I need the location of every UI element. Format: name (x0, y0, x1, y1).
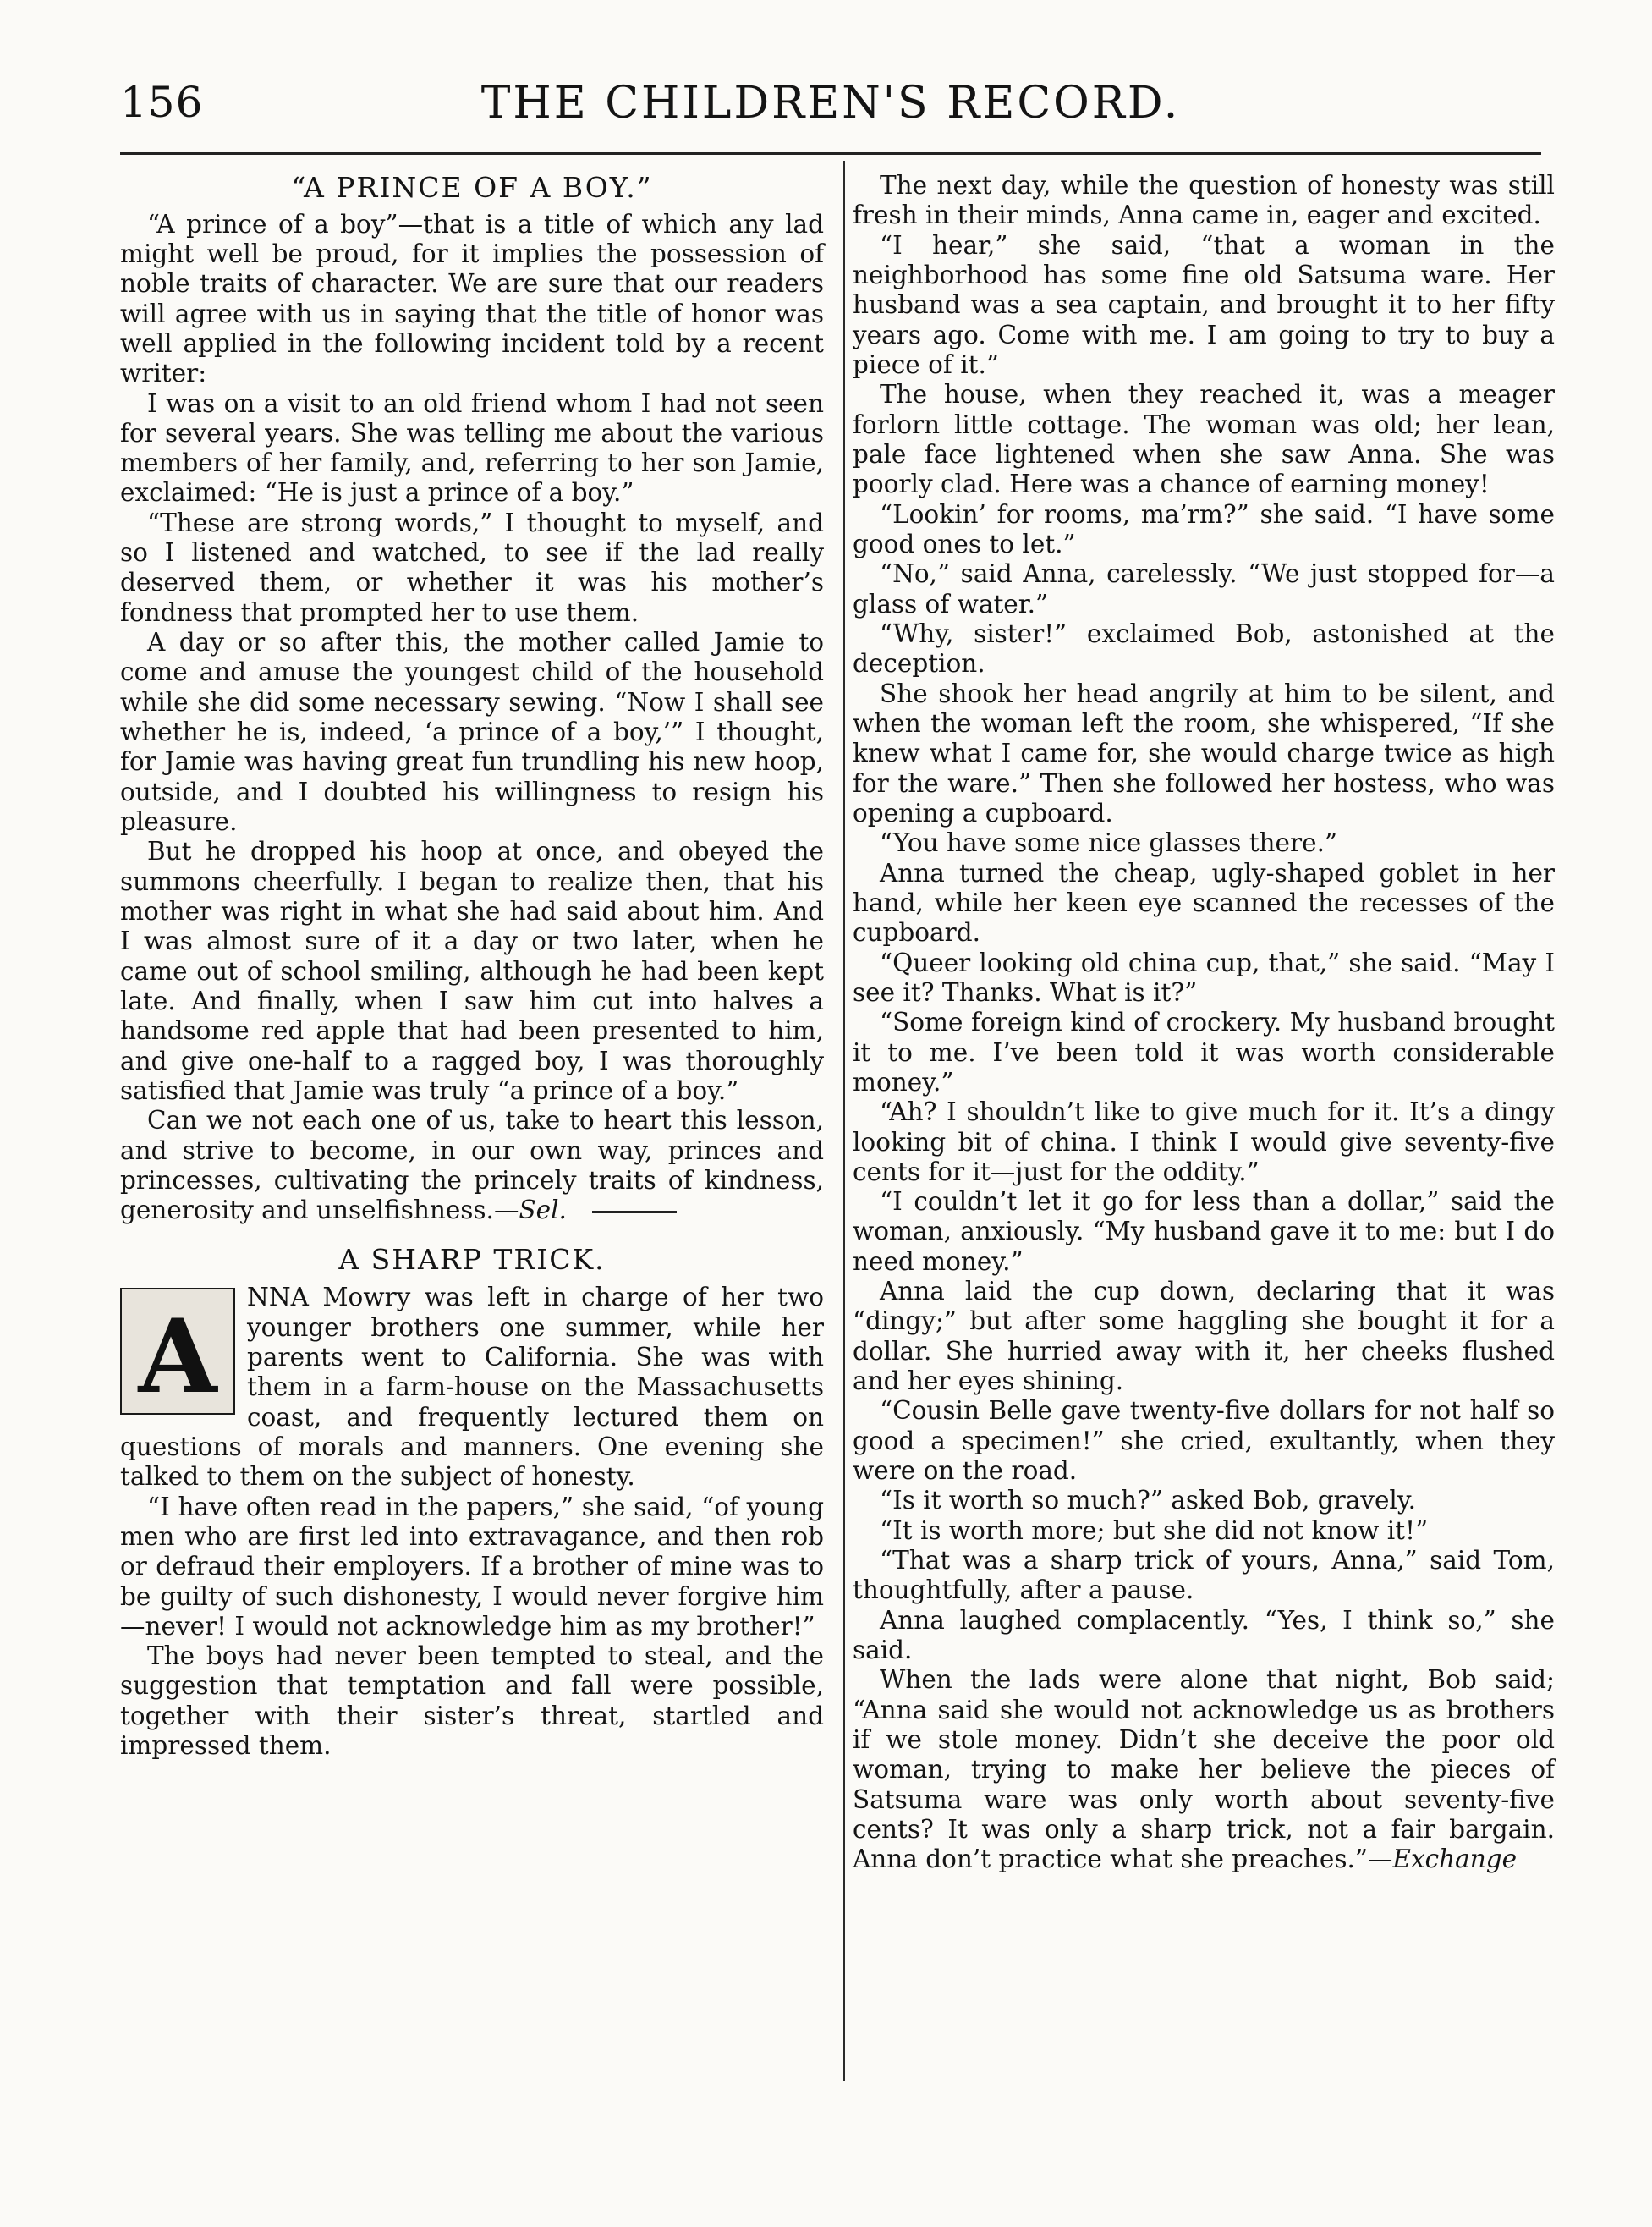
page-number: 156 (120, 78, 204, 127)
opening-paragraph (120, 1283, 824, 1492)
dropcap-letter: A (138, 1297, 217, 1411)
source-credit: Exchange (1392, 1845, 1518, 1874)
paragraph: “Why, sister!” exclaimed Bob, astonished at the deception. (853, 619, 1555, 679)
paragraph: “Is it worth so much?” asked Bob, gravely. (880, 1486, 1416, 1515)
paragraph: “A prince of a boy”—that is a title of which any lad might well be proud, for it implies the possession of noble traits of character. We are sure that our readers will agree with us in saying that the title of honor was well applied in the following incident told by a recent writer: (120, 209, 824, 388)
paragraph: “Queer looking old china cup, that,” she said. “May I see it? Thanks. What is it?” (853, 948, 1555, 1007)
closing-paragraph (120, 1106, 824, 1225)
dropcap-ornament (120, 1288, 235, 1415)
paragraph: A day or so after this, the mother called Jamie to come and amuse the youngest child of the household while she did some necessary sewing. “Now I shall see whether he is, indeed, ‘a prince of a boy,’” I thought, for Jamie was having great fun trundling his new hoop, outside, and I doubted his willingness to resign his pleasure. (120, 628, 824, 837)
right-column (853, 171, 1555, 1875)
paragraph: The next day, while the question of honesty was still fresh in their minds, Anna came in, eager and excited. (853, 171, 1555, 230)
paragraph: “Lookin’ for rooms, ma’rm?” she said. “I have some good ones to let.” (853, 499, 1555, 558)
page-header (120, 78, 1541, 142)
paragraph-text: When the lads were alone that night, Bob said; “Anna said she would not acknowledge us as brothers if we stole money. Didn’t she deceive the poor old woman, trying to make her believe the pieces of Satsuma ware was only worth about seventy-five cents? It was only a sharp trick, not a fair bargain. Anna don’t practice what she preaches.”— (853, 1665, 1555, 1874)
paragraph: “Cousin Belle gave twenty-five dollars for not half so good a specimen!” she cried, exultantly, when they were on the road. (853, 1396, 1555, 1486)
separator-dash (592, 1211, 677, 1213)
paragraph: “I hear,” she said, “that a woman in the neighborhood has some fine old Satsuma ware. Her husband was a sea captain, and brought it to her fifty years ago. Come with me. I am going to try to buy a piece of it.” (853, 230, 1555, 379)
signoff: Sel. (519, 1196, 567, 1225)
left-column (120, 171, 824, 1761)
paragraph: “Ah? I shouldn’t like to give much for it. It’s a dingy looking bit of china. I think I would give seventy-five cents for it—just for the oddity.” (853, 1097, 1555, 1186)
paragraph: “Some foreign kind of crockery. My husband brought it to me. I’ve been told it was worth considerable money.” (853, 1008, 1555, 1097)
paragraph: “It is worth more; but she did not know it!” (880, 1515, 1429, 1545)
paragraph: But he dropped his hoop at once, and obeyed the summons cheerfully. I began to realize then, that his mother was right in what she had said about him. And I was almost sure of it a day or two later, when he came out of school smiling, although he had been kept late. And finally, when I saw him cut into halves a handsome red apple that had been presented to him, and give one-half to a ragged boy, I was thoroughly satisfied that Jamie was truly “a prince of a boy.” (120, 837, 824, 1106)
paragraph: The boys had never been tempted to steal, and the suggestion that temptation and fall were possible, together with their sister’s threat, startled and impressed them. (120, 1641, 824, 1761)
header-rule (120, 152, 1541, 155)
paragraph: Anna turned the cheap, ugly-shaped goblet in her hand, while her keen eye scanned the recesses of the cupboard. (853, 858, 1555, 948)
paragraph: She shook her head angrily at him to be silent, and when the woman left the room, she whispered, “If she knew what I came for, she would charge twice as high for the ware.” Then she followed her hostess, who was opening a cupboard. (853, 679, 1555, 828)
paragraph: “No,” said Anna, carelessly. “We just stopped for—a glass of water.” (853, 559, 1555, 619)
paragraph: Anna laid the cup down, declaring that it was “dingy;” but after some haggling she bought it for a dollar. She hurried away with it, her cheeks flushed and her eyes shining. (853, 1277, 1555, 1396)
article-title-sharp-trick: A SHARP TRICK. (338, 1242, 606, 1276)
paragraph: “That was a sharp trick of yours, Anna,” said Tom, thoughtfully, after a pause. (853, 1546, 1555, 1605)
paragraph: The house, when they reached it, was a meager forlorn little cottage. The woman was old; her lean, pale face lightened when she saw Anna. She was poorly clad. Here was a chance of earning money! (853, 380, 1555, 499)
closing-paragraph (853, 1665, 1555, 1874)
paragraph: Anna laughed complacently. “Yes, I think so,” she said. (853, 1605, 1555, 1665)
running-title: THE CHILDREN'S RECORD. (480, 78, 1181, 129)
paragraph: “These are strong words,” I thought to myself, and so I listened and watched, to see if the lad really deserved them, or whether it was his mother’s fondness that prompted her to use them. (120, 508, 824, 627)
paragraph: “You have some nice glasses there.” (880, 828, 1338, 858)
paragraph-text: Can we not each one of us, take to heart this lesson, and strive to become, in our own way, princes and princesses, cultivating the princely traits of kindness, generosity and unselfishness.— (120, 1106, 824, 1225)
paragraph: “I have often read in the papers,” she said, “of young men who are first led into extravagance, and then rob or defraud their employers. If a brother of mine was to be guilty of such dishonesty, I would never forgive him—never! I would not acknowledge him as my brother!” (120, 1492, 824, 1641)
paragraph: “I couldn’t let it go for less than a dollar,” said the woman, anxiously. “My husband gave it to me: but I do need money.” (853, 1187, 1555, 1276)
paragraph-text: NNA Mowry was left in charge of her two younger brothers one summer, while her parents went to California. She was with them in a farm-house on the Massachusetts coast, and frequently lectured them on questions of morals and manners. One evening she talked to them on the subject of honesty. (120, 1283, 824, 1492)
paragraph: I was on a visit to an old friend whom I had not seen for several years. She was telling me about the various members of her family, and, referring to her son Jamie, exclaimed: “He is just a prince of a boy.” (120, 388, 824, 508)
ornamental-letter-icon (127, 1292, 228, 1410)
article-title-prince-of-a-boy: “A PRINCE OF A BOY.” (291, 171, 653, 204)
column-divider (843, 161, 845, 2081)
